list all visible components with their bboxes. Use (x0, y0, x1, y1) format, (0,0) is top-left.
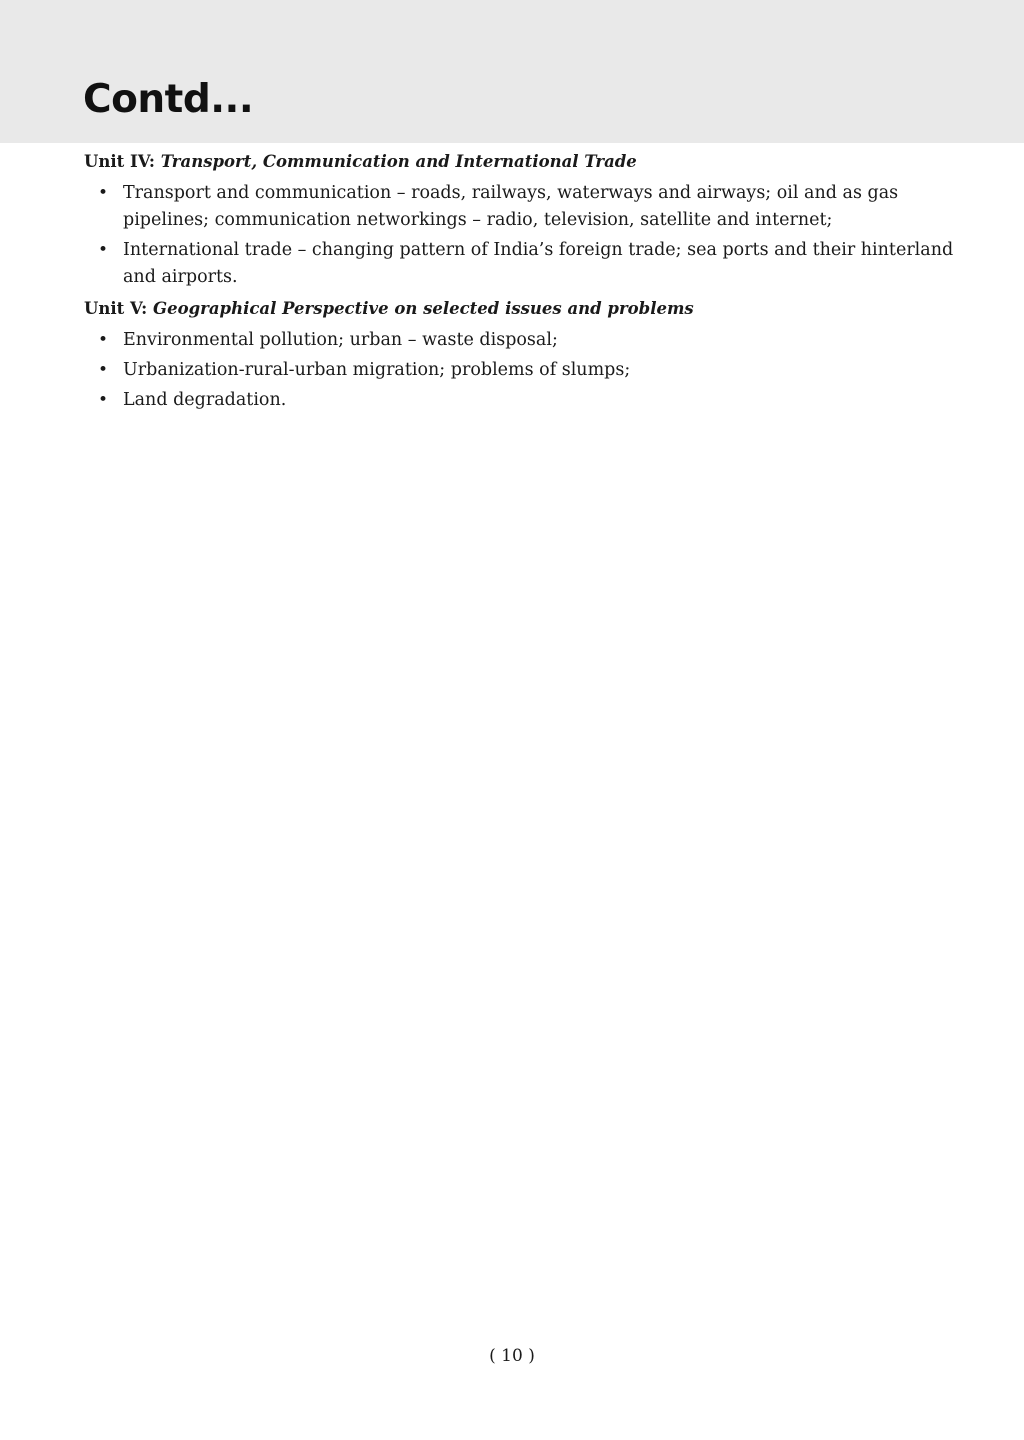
bullet-icon: • (98, 240, 109, 260)
unit-label: Unit V: (84, 299, 148, 318)
unit-heading-v (84, 297, 954, 321)
bullet-list-unit-iv (84, 180, 954, 291)
unit-topic: Transport, Communication and International Trade (160, 152, 637, 171)
list-item (84, 327, 954, 354)
list-item (84, 237, 954, 291)
list-item (84, 180, 954, 234)
page-title: Contd... (83, 77, 254, 122)
unit-label: Unit IV: (84, 152, 155, 171)
bullet-icon: • (98, 330, 109, 350)
header-band (0, 0, 1024, 143)
unit-heading-iv (84, 150, 954, 174)
unit-topic: Geographical Perspective on selected issues and problems (153, 299, 694, 318)
list-item (84, 387, 954, 414)
list-item (84, 357, 954, 384)
syllabus-content (84, 150, 954, 420)
bullet-icon: • (98, 390, 109, 410)
bullet-list-unit-v (84, 327, 954, 414)
list-item-text: Urbanization-rural-urban migration; problems of slumps; (123, 360, 631, 380)
page-number: ( 10 ) (489, 1346, 535, 1366)
list-item-text: International trade – changing pattern of India’s foreign trade; sea ports and their hinterland and airports. (123, 240, 954, 287)
list-item-text: Land degradation. (123, 390, 287, 410)
list-item-text: Transport and communication – roads, railways, waterways and airways; oil and as gas pipelines; communication networkings – radio, television, satellite and internet; (123, 183, 899, 230)
list-item-text: Environmental pollution; urban – waste disposal; (123, 330, 558, 350)
bullet-icon: • (98, 360, 109, 380)
bullet-icon: • (98, 183, 109, 203)
